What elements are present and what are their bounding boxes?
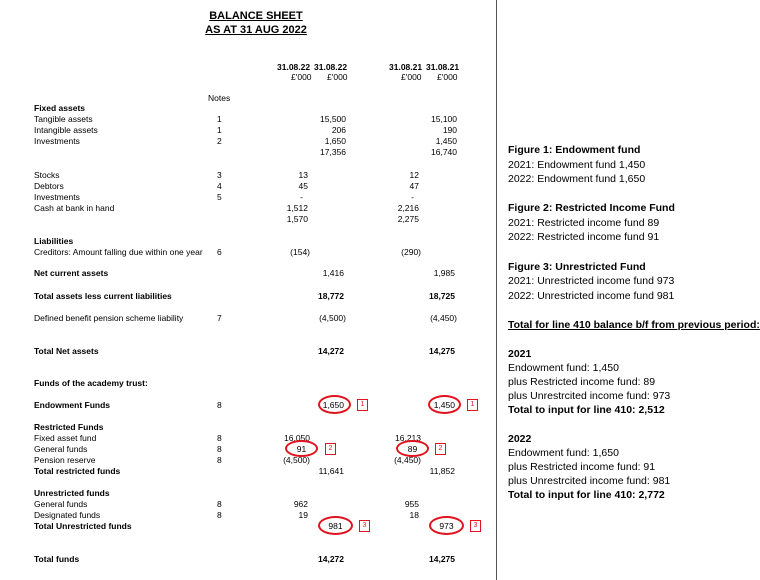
investments2-label: Investments <box>34 192 80 202</box>
intangible-2022: 206 <box>331 125 346 135</box>
badge-2-2022: 2 <box>325 443 336 455</box>
pension-reserve-label: Pension reserve <box>34 455 96 465</box>
general-funds-restricted-note: 8 <box>217 444 222 454</box>
pension-note: 7 <box>217 313 222 323</box>
total-funds-2022: 14,272 <box>318 554 344 564</box>
endowment-note: 8 <box>217 400 222 410</box>
badge-3-2022: 3 <box>359 520 370 532</box>
general-funds-restricted-2022: 91 <box>296 444 307 454</box>
fixed-assets-heading: Fixed assets <box>34 103 86 113</box>
designated-note: 8 <box>217 510 222 520</box>
stocks-2021: 12 <box>409 170 419 180</box>
total-restricted-label: Total restricted funds <box>34 466 121 476</box>
badge-1-2022: 1 <box>357 399 368 411</box>
col-header-2: 31.08.22 <box>314 62 348 72</box>
year-2022-heading: 2022 <box>508 433 532 445</box>
intangible-2021: 190 <box>442 125 457 135</box>
figure-1-line-2: 2022: Endowment fund 1,650 <box>508 173 646 185</box>
year-2021-total: Total to input for line 410: 2,512 <box>508 404 665 416</box>
fixed-asset-fund-2022: 16,050 <box>284 433 310 443</box>
badge-2-2021: 2 <box>435 443 446 455</box>
creditors-2022: (154) <box>290 247 310 257</box>
creditors-2021: (290) <box>401 247 421 257</box>
pension-reserve-2022: (4,500) <box>283 455 310 465</box>
investments2-note: 5 <box>217 192 222 202</box>
designated-2021: 18 <box>409 510 419 520</box>
total-net-2022: 14,272 <box>318 346 344 356</box>
intangible-label: Intangible assets <box>34 125 98 135</box>
liabilities-heading: Liabilities <box>34 236 74 246</box>
year-2022-line-1: Endowment fund: 1,650 <box>508 447 619 459</box>
pension-2021: (4,450) <box>430 313 457 323</box>
badge-3-2021: 3 <box>470 520 481 532</box>
endowment-2021: 1,450 <box>433 400 455 410</box>
general-funds-restricted-label: General funds <box>34 444 88 454</box>
debtors-label: Debtors <box>34 181 64 191</box>
figure-1-title: Figure 1: Endowment fund <box>508 144 641 156</box>
total-unrestricted-2022: 981 <box>328 521 343 531</box>
figure-3-line-2: 2022: Unrestricted income fund 981 <box>508 290 675 302</box>
cash-label: Cash at bank in hand <box>34 203 115 213</box>
vertical-divider <box>496 0 497 580</box>
total-funds-label: Total funds <box>34 554 80 564</box>
investments-2021: 1,450 <box>435 136 457 146</box>
year-2022-line-2: plus Restricted income fund: 91 <box>508 461 656 473</box>
restricted-heading: Restricted Funds <box>34 422 104 432</box>
creditors-note: 6 <box>217 247 222 257</box>
net-current-2021: 1,985 <box>433 268 455 278</box>
stocks-label: Stocks <box>34 170 60 180</box>
unrestricted-heading: Unrestricted funds <box>34 488 110 498</box>
pension-reserve-2021: (4,450) <box>394 455 421 465</box>
figure-3-line-1: 2021: Unrestricted income fund 973 <box>508 275 675 287</box>
net-current-label: Net current assets <box>34 268 109 278</box>
funds-heading: Funds of the academy trust: <box>34 378 148 388</box>
investments-2022: 1,650 <box>324 136 346 146</box>
total-net-label: Total Net assets <box>34 346 99 356</box>
year-2022-line-3: plus Unrestrcited income fund: 981 <box>508 475 671 487</box>
col-unit-3: £'000 <box>401 72 422 82</box>
total-restricted-2022: 11,641 <box>318 466 344 476</box>
title-line-1: BALANCE SHEET <box>209 10 303 22</box>
intangible-note: 1 <box>217 125 222 135</box>
total-restricted-2021: 11,852 <box>429 466 455 476</box>
creditors-label: Creditors: Amount falling due within one year <box>34 247 203 257</box>
pension-2022: (4,500) <box>319 313 346 323</box>
cash-2021: 2,216 <box>397 203 419 213</box>
col-unit-1: £'000 <box>291 72 312 82</box>
tangible-2022: 15,500 <box>320 114 346 124</box>
total-assets-2022: 18,772 <box>318 291 344 301</box>
net-current-2022: 1,416 <box>322 268 344 278</box>
investments-label: Investments <box>34 136 80 146</box>
total-assets-label: Total assets less current liabilities <box>34 291 172 301</box>
fixed-asset-fund-note: 8 <box>217 433 222 443</box>
col-header-3: 31.08.21 <box>389 62 423 72</box>
notes-header: Notes <box>208 93 231 103</box>
endowment-2022: 1,650 <box>322 400 344 410</box>
line-410-heading: Total for line 410 balance b/f from previous period: <box>508 319 760 331</box>
debtors-2021: 47 <box>409 181 419 191</box>
designated-2022: 19 <box>298 510 308 520</box>
tangible-label: Tangible assets <box>34 114 93 124</box>
endowment-label: Endowment Funds <box>34 400 111 410</box>
cash-2022: 1,512 <box>286 203 308 213</box>
fixed-total-2021: 16,740 <box>431 147 457 157</box>
total-net-2021: 14,275 <box>429 346 455 356</box>
col-unit-4: £'000 <box>437 72 458 82</box>
tangible-2021: 15,100 <box>431 114 457 124</box>
general-funds-unrestricted-2021: 955 <box>404 499 419 509</box>
tangible-note: 1 <box>217 114 222 124</box>
general-funds-unrestricted-label: General funds <box>34 499 88 509</box>
fixed-total-2022: 17,356 <box>320 147 346 157</box>
current-total-2022: 1,570 <box>286 214 308 224</box>
investments2-2022: - <box>300 192 303 202</box>
figure-1-line-1: 2021: Endowment fund 1,450 <box>508 159 646 171</box>
pension-reserve-note: 8 <box>217 455 222 465</box>
debtors-note: 4 <box>217 181 222 191</box>
investments-note: 2 <box>217 136 222 146</box>
col-header-4: 31.08.21 <box>426 62 460 72</box>
fixed-asset-fund-label: Fixed asset fund <box>34 433 97 443</box>
total-funds-2021: 14,275 <box>429 554 455 564</box>
total-unrestricted-2021: 973 <box>439 521 454 531</box>
current-total-2021: 2,275 <box>397 214 419 224</box>
stocks-note: 3 <box>217 170 222 180</box>
figure-2-title: Figure 2: Restricted Income Fund <box>508 202 675 214</box>
col-unit-2: £'000 <box>327 72 348 82</box>
general-funds-unrestricted-2022: 962 <box>293 499 308 509</box>
year-2021-line-3: plus Unrestrcited income fund: 973 <box>508 390 671 402</box>
badge-1-2021: 1 <box>467 399 478 411</box>
general-funds-unrestricted-note: 8 <box>217 499 222 509</box>
year-2021-line-2: plus Restricted income fund: 89 <box>508 376 656 388</box>
title-line-2: AS AT 31 AUG 2022 <box>205 24 307 36</box>
stocks-2022: 13 <box>298 170 308 180</box>
figure-2-line-1: 2021: Restricted income fund 89 <box>508 217 660 229</box>
total-assets-2021: 18,725 <box>429 291 455 301</box>
col-header-1: 31.08.22 <box>277 62 311 72</box>
year-2022-total: Total to input for line 410: 2,772 <box>508 489 665 501</box>
pension-label: Defined benefit pension scheme liability <box>34 313 184 323</box>
year-2021-line-1: Endowment fund: 1,450 <box>508 362 619 374</box>
investments2-2021: - <box>411 192 414 202</box>
designated-label: Designated funds <box>34 510 101 520</box>
figure-3-title: Figure 3: Unrestricted Fund <box>508 261 646 273</box>
debtors-2022: 45 <box>298 181 308 191</box>
figure-2-line-2: 2022: Restricted income fund 91 <box>508 231 660 243</box>
fixed-asset-fund-2021: 16,213 <box>395 433 421 443</box>
year-2021-heading: 2021 <box>508 348 532 360</box>
total-unrestricted-label: Total Unrestricted funds <box>34 521 132 531</box>
general-funds-restricted-2021: 89 <box>407 444 418 454</box>
